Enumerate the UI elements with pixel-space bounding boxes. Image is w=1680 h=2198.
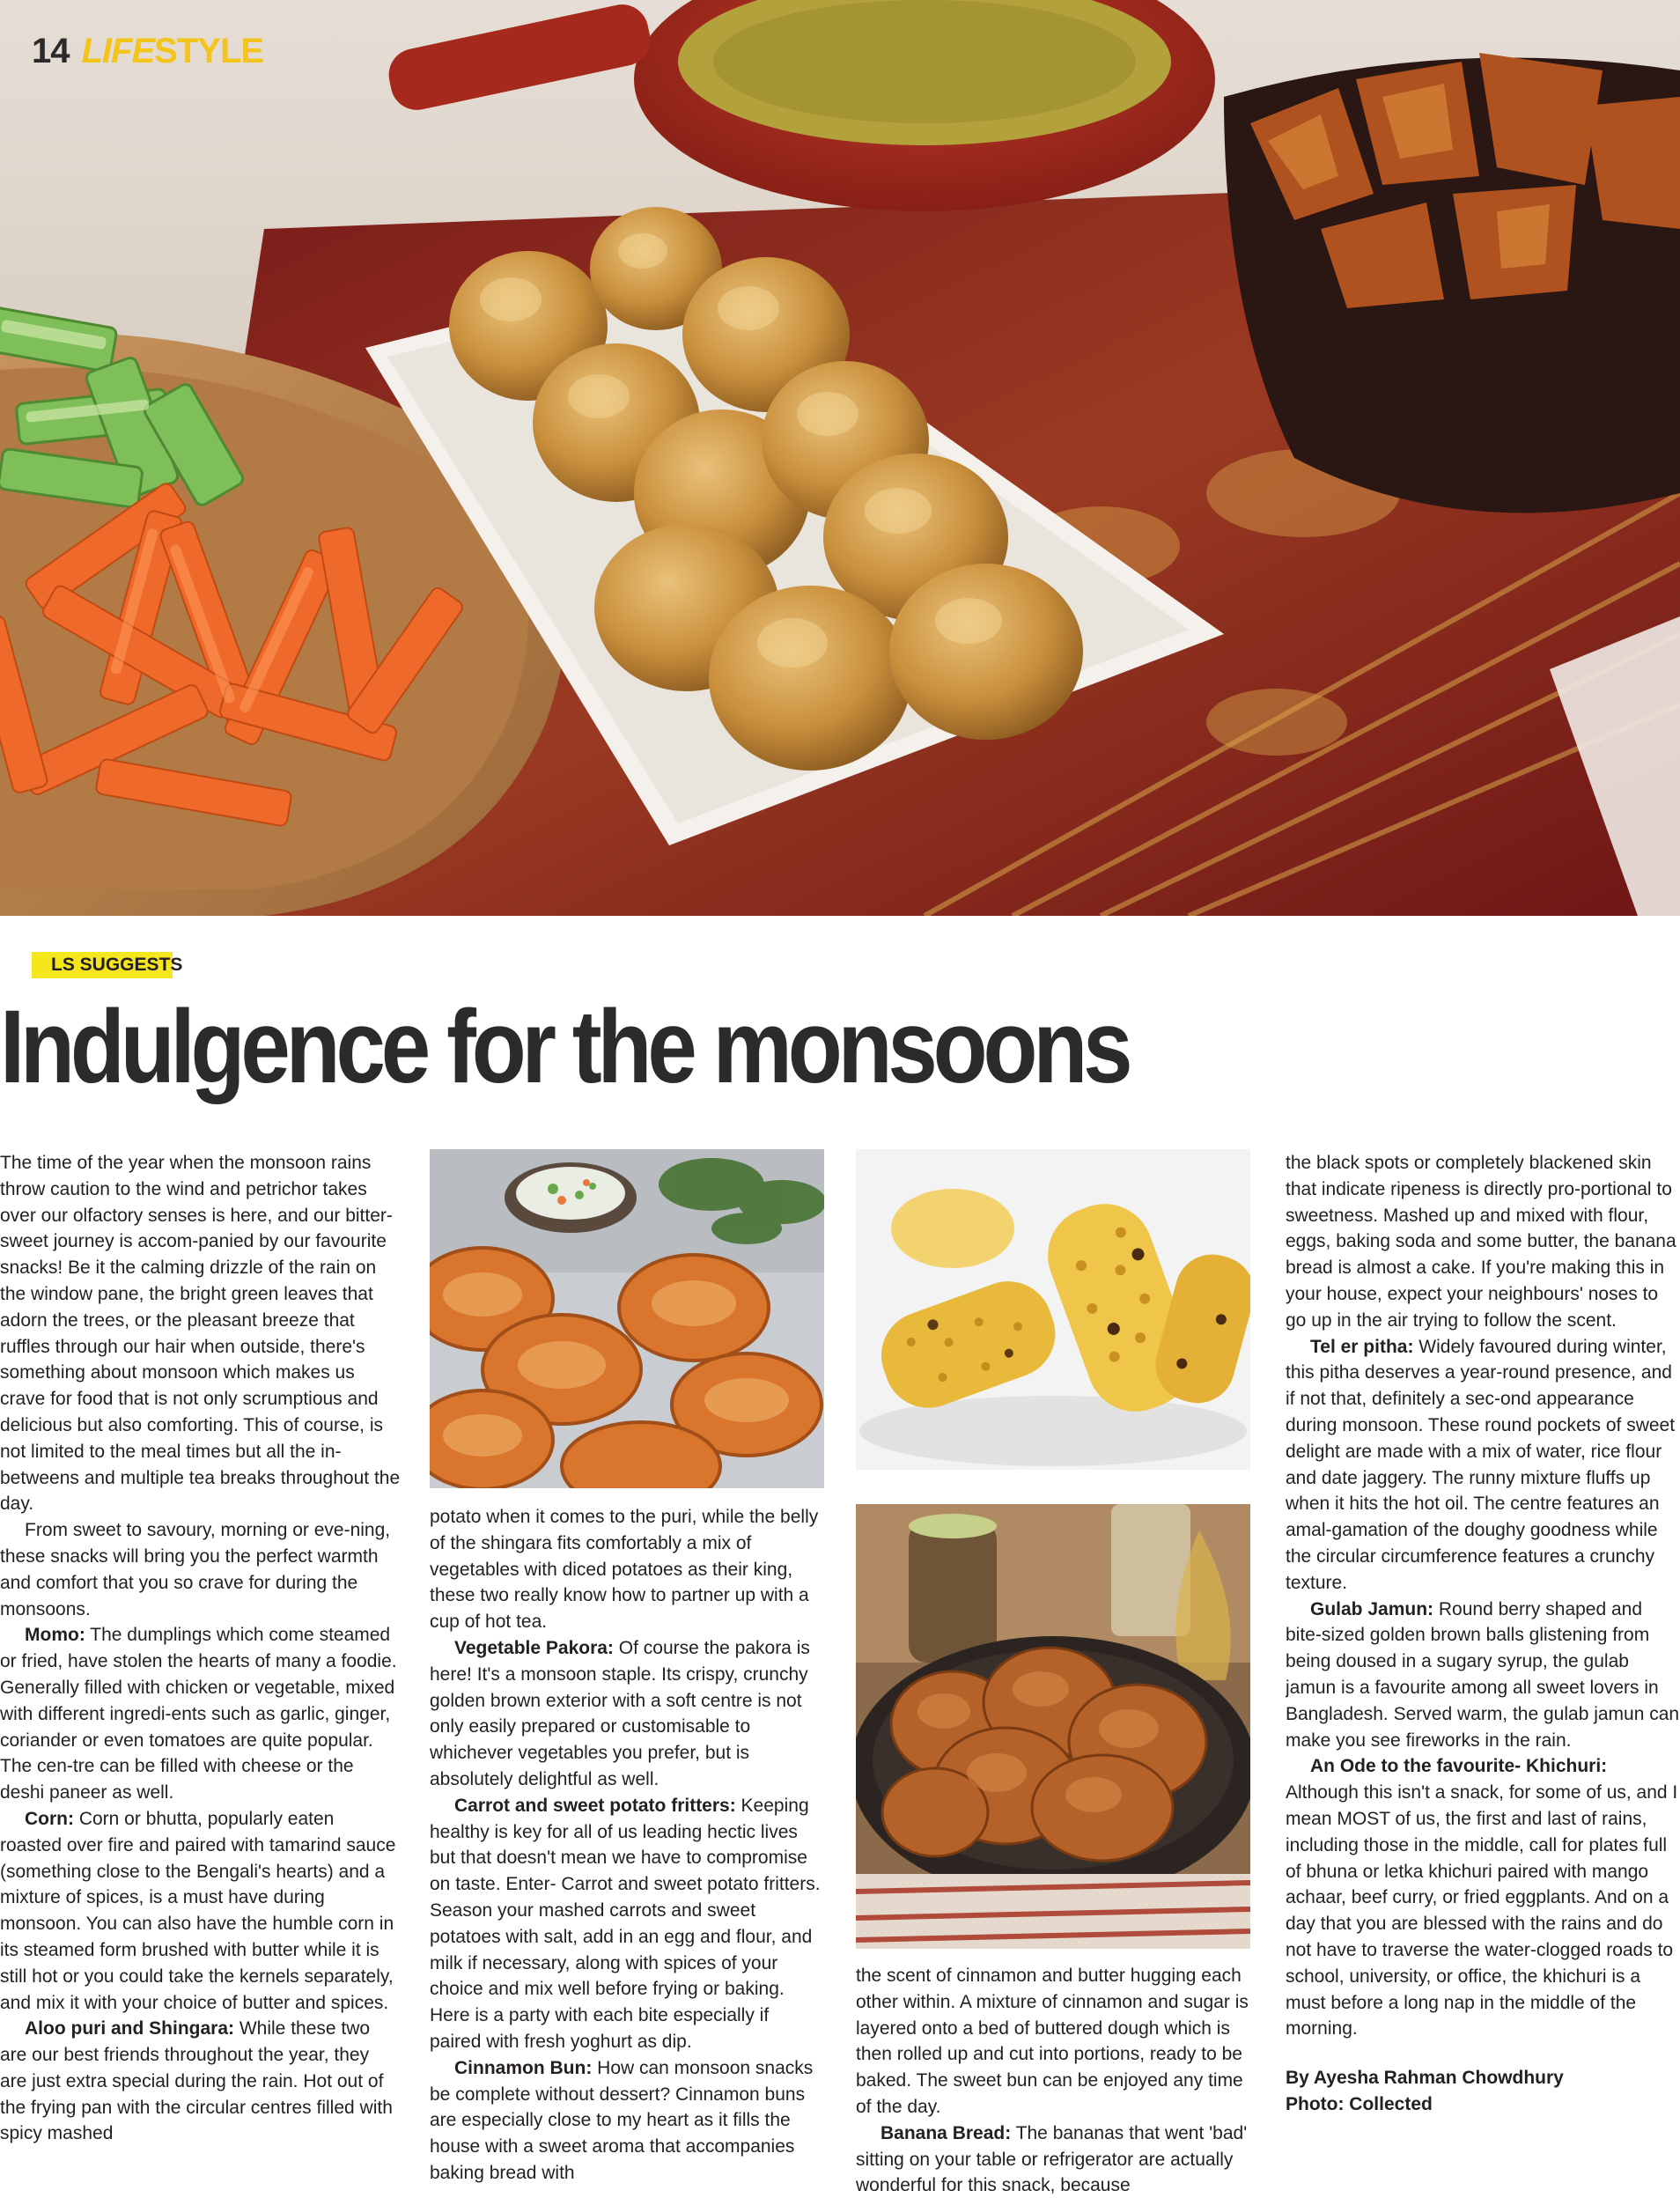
- pakora-paragraph: [430, 1635, 824, 1793]
- khichuri-text: Although this isn't a snack, for some of us, and I mean MOST of us, the first and last of rains, including those in the middle, call for plates full of bhuna or letka khichuri paired with mango achaar, beef curry, or fried eggplants. And on a day that you are blessed with the rains and do not have to traverse the water-clogged roads to school, university, or office, the khichuri is a must before a long nap in the middle of the morning.: [1286, 1782, 1678, 2039]
- pakora-title: Vegetable Pakora:: [454, 1637, 614, 1658]
- article-column-2: [430, 1504, 824, 2198]
- hero-photo: [0, 0, 1680, 916]
- momo-paragraph: [0, 1622, 401, 1806]
- momo-text: The dumplings which come steamed or fried, have stolen the hearts of many a foodie. Generally filled with chicken or vegetable, mixed with different ingredi-ents such as garlic, ginger, coriander or even tomatoes are quite popular. The cen-tre can be filled with cheese or the deshi paneer as well.: [0, 1625, 397, 1803]
- banana-bread-text: The bananas that went 'bad' sitting on your table or refrigerator are actually wonderful for this snack, because: [856, 2122, 1248, 2196]
- tel-er-pitha-paragraph: [1286, 1334, 1680, 1597]
- cinnamon-bun-title: Cinnamon Bun:: [454, 2057, 593, 2078]
- khichuri-title: An Ode to the favourite- Khichuri:: [1310, 1756, 1608, 1777]
- article-column-1: [0, 1150, 401, 2198]
- corn-photo-illustration: [856, 1149, 1250, 1470]
- corn-text: Corn or bhutta, popularly eaten roasted over fire and paired with tamarind sauce (something close to the Bengali's hearts) and a mixture of spices, is a must have during monsoon. You can also have the humble corn in its steamed form brushed with butter while it is still hot or you could take the kernels separately, and mix it with your choice of butter and spices.: [0, 1808, 396, 2013]
- article-column-3: [856, 1963, 1250, 2198]
- aloo-puri-paragraph: [0, 2016, 401, 2147]
- tel-er-pitha-text: Widely favoured during winter, this pitha deserves a year-round presence, and if not that, definitely a sec-ond appearance during monsoon. These round pockets of sweet delight are made with a mix of water, rice flour and date jaggery. The runny mixture fluffs up when it hits the hot oil. The centre features an amal-gamation of the doughy goodness while the circular circumference features a crunchy texture.: [1286, 1336, 1676, 1593]
- pakora-text: Of course the pakora is here! It's a monsoon staple. Its crispy, crunchy golden brown exterior with a soft centre is not only easily prepared or customisable to whichever vegetables you prefer, but is absolutely delightful as well.: [430, 1637, 810, 1789]
- hero-photo-illustration: [0, 0, 1680, 916]
- section-name-life: LIFE: [81, 32, 155, 70]
- momo-title: Momo:: [25, 1625, 85, 1646]
- corn-paragraph: [0, 1806, 401, 2016]
- kicker-label: LS SUGGESTS: [32, 952, 173, 978]
- photo-credit: Photo: Collected: [1286, 2093, 1433, 2114]
- author-credit: By Ayesha Rahman Chowdhury: [1286, 2068, 1564, 2089]
- fritters-text: Keeping healthy is key for all of us leading hectic lives but that doesn't mean we have to compromise on taste. Enter- Carrot and sweet potato fritters. Season your mashed carrots and sweet potatoes with salt, add in an egg and flour, and milk if necessary, along with spices of your choice and mix well before frying or baking. Here is a party with each bite especially if paired with fresh yoghurt as dip.: [430, 1795, 821, 2052]
- banana-bread-paragraph: [856, 2121, 1250, 2198]
- body-paragraph: From sweet to savoury, morning or eve-ning, these snacks will bring you the perfect warmth and comfort that you so crave for during the monsoons.: [0, 1520, 391, 1619]
- gulab-jamun-title: Gulab Jamun:: [1310, 1598, 1434, 1619]
- corn-photo: [856, 1149, 1250, 1470]
- byline: [1286, 2065, 1680, 2118]
- aloo-puri-title: Aloo puri and Shingara:: [25, 2018, 235, 2039]
- aloo-puri-text: While these two are our best friends throughout the year, they are just extra special during the rain. Hot out of the frying pan with the circular centres filled with spicy mashed: [0, 2018, 393, 2144]
- article-column-4: [1286, 1150, 1680, 2198]
- intro-paragraph: The time of the year when the monsoon rains throw caution to the wind and petrichor takes over our olfactory senses is here, and our bitter-sweet journey is accom-panied by our favourite snacks! Be it the calming drizzle of the rain on the window pane, the bright green leaves that adorn the trees, or the pleasant breeze that ruffles through our hair when outside, there's something about monsoon which makes us crave for food that is not only scrumptious and delicious but also comforting. This of course, is not limited to the meal times but all the in-betweens and multiple tea breaks throughout the day.: [0, 1153, 401, 1515]
- page-header: [32, 32, 263, 71]
- continued-paragraph: the scent of cinnamon and butter hugging each other within. A mixture of cinnamon and sugar is layered onto a bed of buttered dough which is then rolled up and cut into portions, ready to be baked. The sweet bun can be enjoyed any time of the day.: [856, 1966, 1249, 2117]
- continued-paragraph: potato when it comes to the puri, while the belly of the shingara fits comfortably a mix of vegetables with diced potatoes as their king, these two really know how to partner up with a cup of hot tea.: [430, 1507, 819, 1633]
- tel-er-pitha-photo-illustration: [856, 1504, 1250, 1949]
- cinnamon-bun-paragraph: [430, 2055, 824, 2187]
- fritters-photo-illustration: [430, 1149, 824, 1488]
- khichuri-paragraph: [1286, 1753, 1680, 2042]
- fritters-paragraph: [430, 1793, 824, 2055]
- section-name-style: STYLE: [154, 32, 264, 70]
- gulab-jamun-paragraph: [1286, 1597, 1680, 1754]
- banana-bread-title: Banana Bread:: [881, 2122, 1012, 2143]
- fritters-title: Carrot and sweet potato fritters:: [454, 1795, 736, 1816]
- tel-er-pitha-title: Tel er pitha:: [1310, 1336, 1414, 1357]
- continued-paragraph: the black spots or completely blackened skin that indicate ripeness is directly pro-portional to sweetness. Mashed up and mixed with flour, eggs, baking soda and some butter, the banana bread is almost a cake. If you're making this in your house, expect your neighbours' noses to go up in the air trying to follow the scent.: [1286, 1153, 1676, 1331]
- article-headline: Indulgence for the monsoons: [0, 989, 1129, 1105]
- corn-title: Corn:: [25, 1808, 74, 1829]
- page-number: 14: [32, 32, 70, 70]
- tel-er-pitha-photo: [856, 1504, 1250, 1949]
- cinnamon-bun-text: How can monsoon snacks be complete without dessert? Cinnamon buns are especially close to my heart as it fills the house with a sweet aroma that accompanies baking bread with: [430, 2057, 814, 2183]
- gulab-jamun-text: Round berry shaped and bite-sized golden brown balls glistening from being doused in a sugary syrup, the gulab jamun is a favourite among all sweet lovers in Bangladesh. Served warm, the gulab jamun can make you see fireworks in the rain.: [1286, 1598, 1680, 1751]
- fritters-photo: [430, 1149, 824, 1488]
